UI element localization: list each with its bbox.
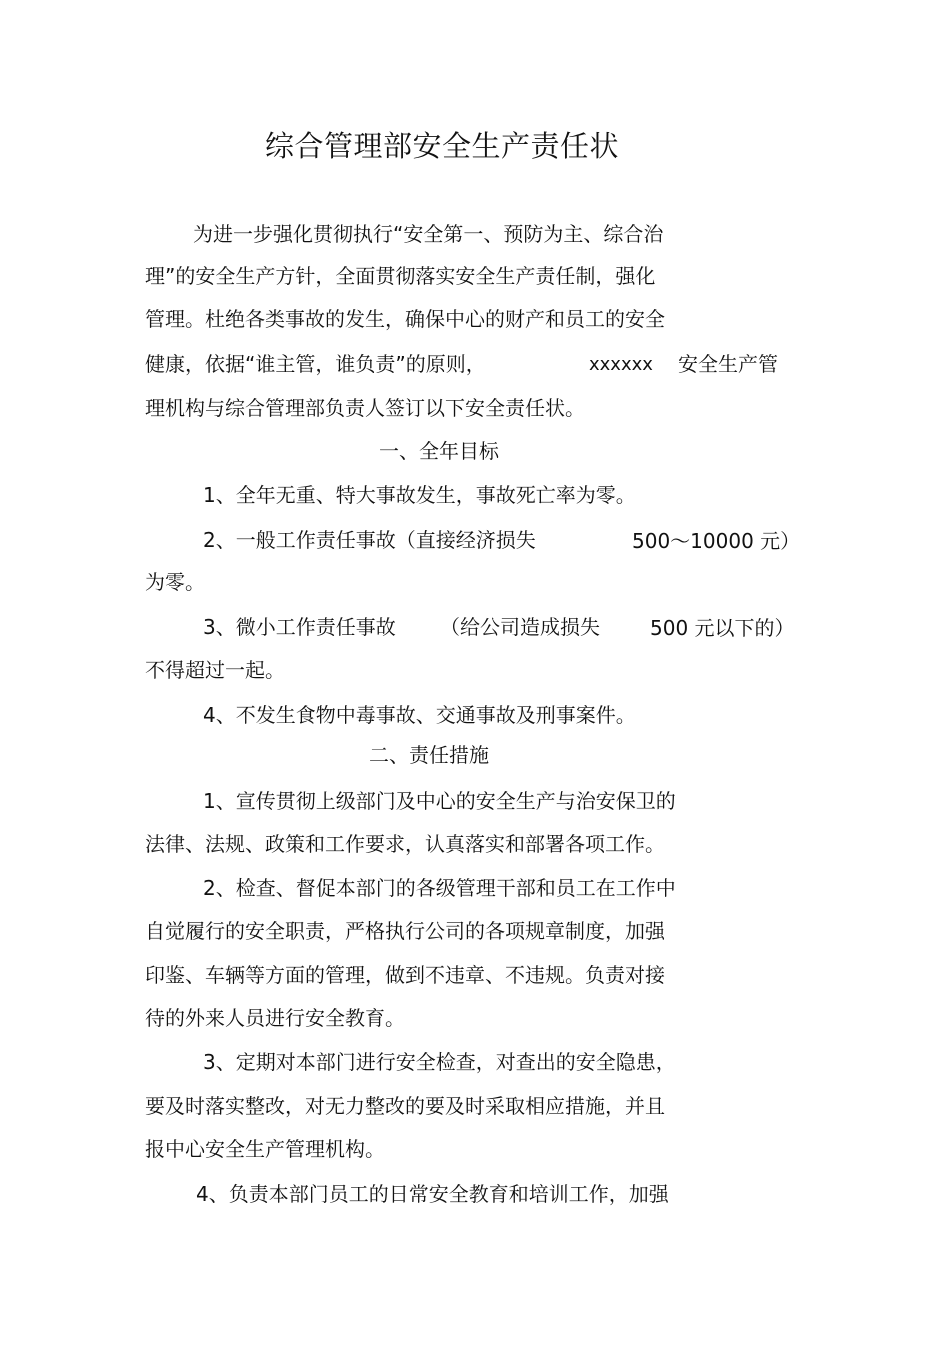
section-1-item-3d: 不得超过一起。: [145, 658, 285, 682]
section-1-item-1: 1、全年无重、特大事故发生，事故死亡率为零。: [203, 483, 636, 507]
section-2-item-3-line-3: 报中心安全生产管理机构。: [145, 1137, 385, 1161]
intro-line-5: 理机构与综合管理部负责人签订以下安全责任状。: [145, 396, 585, 420]
section-1-item-3c: 500 元以下的）: [650, 616, 795, 640]
section-1-item-2a: 2、一般工作责任事故（直接经济损失: [203, 528, 536, 552]
intro-line-3: 管理。杜绝各类事故的发生，确保中心的财产和员工的安全: [145, 307, 665, 331]
intro-line-2: 理”的安全生产方针，全面贯彻落实安全生产责任制，强化: [145, 264, 656, 288]
section-2-item-3-line-1: 3、定期对本部门进行安全检查，对查出的安全隐患，: [203, 1050, 676, 1074]
section-2-item-2-line-2: 自觉履行的安全职责，严格执行公司的各项规章制度，加强: [145, 919, 665, 943]
intro-line-4b: xxxxxx: [589, 354, 653, 375]
section-1-item-4: 4、不发生食物中毒事故、交通事故及刑事案件。: [203, 703, 636, 727]
section-2-item-1-line-2: 法律、法规、政策和工作要求，认真落实和部署各项工作。: [145, 832, 665, 856]
section-1-item-2c: 为零。: [145, 570, 205, 594]
section-2-item-2-line-4: 待的外来人员进行安全教育。: [145, 1006, 405, 1030]
section-2-heading: 二、责任措施: [369, 743, 489, 767]
section-2-item-1-line-1: 1、宣传贯彻上级部门及中心的安全生产与治安保卫的: [203, 789, 676, 813]
document-title: 综合管理部安全生产责任状: [265, 129, 620, 163]
section-1-item-2b: 500～10000 元）: [632, 529, 801, 553]
section-1-item-3b: （给公司造成损失: [440, 615, 600, 639]
section-2-item-2-line-1: 2、检查、督促本部门的各级管理干部和员工在工作中: [203, 876, 676, 900]
intro-line-4a: 健康，依据“谁主管，谁负责”的原则，: [145, 352, 486, 376]
intro-line-1: 为进一步强化贯彻执行“安全第一、预防为主、综合治: [193, 222, 664, 246]
section-1-heading: 一、全年目标: [379, 439, 499, 463]
section-2-item-3-line-2: 要及时落实整改，对无力整改的要及时采取相应措施，并且: [145, 1094, 665, 1118]
intro-line-4c: 安全生产管: [678, 352, 778, 376]
section-1-item-3a: 3、微小工作责任事故: [203, 615, 396, 639]
section-2-item-2-line-3: 印鉴、车辆等方面的管理，做到不违章、不违规。负责对接: [145, 963, 665, 987]
section-2-item-4-line-1: 4、负责本部门员工的日常安全教育和培训工作，加强: [196, 1182, 669, 1206]
